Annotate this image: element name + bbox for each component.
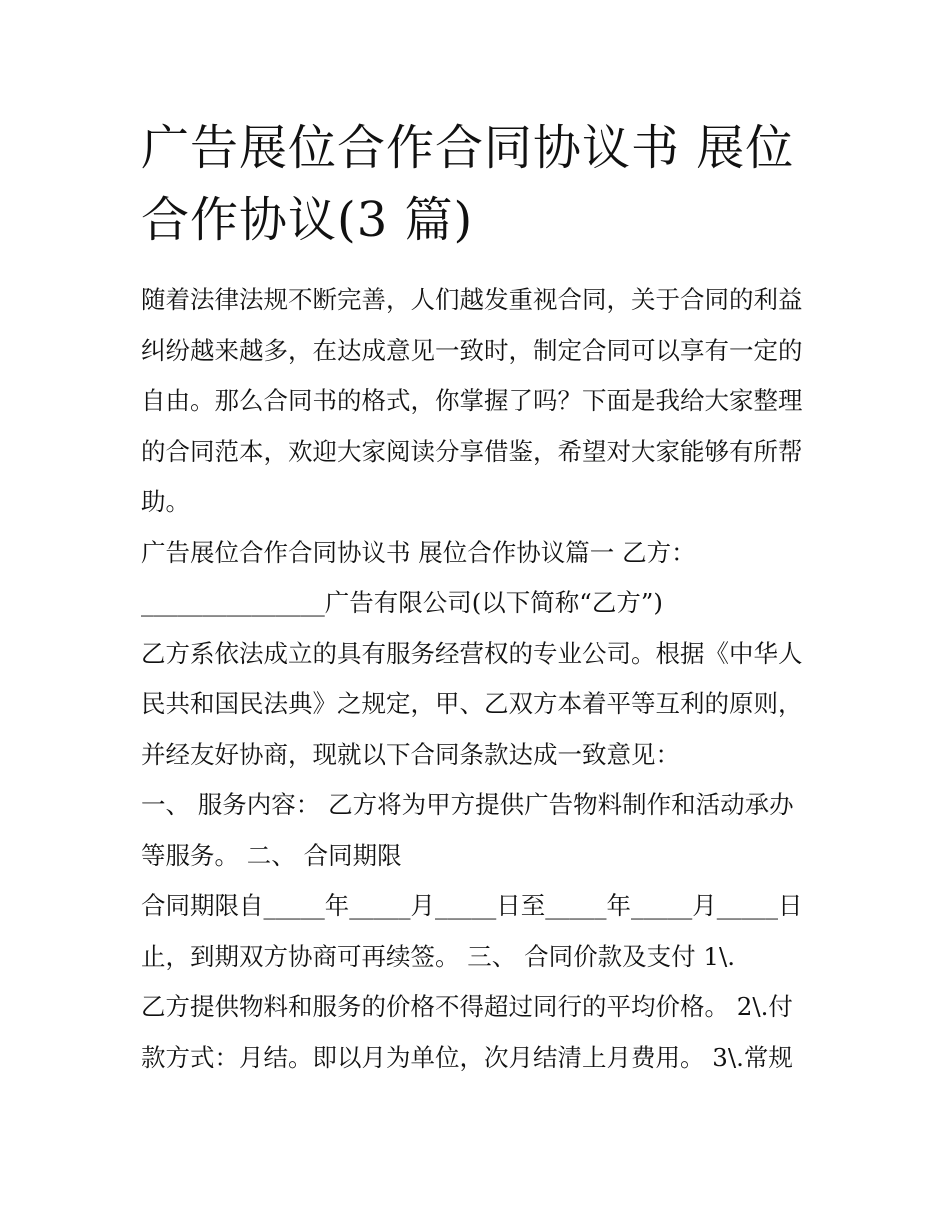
body-line-11: 一、 服务内容： 乙方将为甲方提供广告物料制作和活动承办 [141, 790, 794, 819]
body-line-13: 合同期限自_____年_____月_____日至_____年_____月_____日 [141, 891, 803, 920]
body-line-8: 乙方系依法成立的具有服务经营权的专业公司。根据《中华人 [141, 638, 803, 668]
body-line-12: 等服务。 二、 合同期限 [141, 840, 402, 870]
body-line-4: 的合同范本，欢迎大家阅读分享借鉴，希望对大家能够有所帮 [141, 436, 803, 466]
body-line-3: 自由。那么合同书的格式，你掌握了吗？下面是我给大家整理 [141, 386, 803, 415]
body-line-2: 纠纷越来越多，在达成意见一致时，制定合同可以享有一定的 [141, 335, 803, 365]
document-body [141, 275, 821, 1083]
body-line-7: _______________广告有限公司(以下简称“乙方”) [141, 588, 663, 617]
title-line-2: 合作协议(3 篇) [141, 192, 474, 248]
title-line-1: 广告展位合作合同协议书 展位 [141, 120, 795, 176]
document-title [141, 112, 821, 256]
body-line-9: 民共和国民法典》之规定，甲、乙双方本着平等互利的原则， [141, 689, 803, 718]
body-line-1: 随着法律法规不断完善，人们越发重视合同，关于合同的利益 [141, 285, 803, 314]
body-line-14: 止，到期双方协商可再续签。 三、 合同价款及支付 1\. [141, 941, 735, 971]
body-line-5: 助。 [141, 487, 190, 516]
body-line-6: 广告展位合作合同协议书 展位合作协议篇一 乙方： [141, 537, 696, 567]
body-line-15: 乙方提供物料和服务的价格不得超过同行的平均价格。 2\.付 [141, 992, 793, 1021]
body-line-10: 并经友好协商，现就以下合同条款达成一致意见： [141, 739, 680, 769]
body-line-16: 款方式：月结。即以月为单位，次月结清上月费用。 3\.常规 [141, 1042, 793, 1072]
